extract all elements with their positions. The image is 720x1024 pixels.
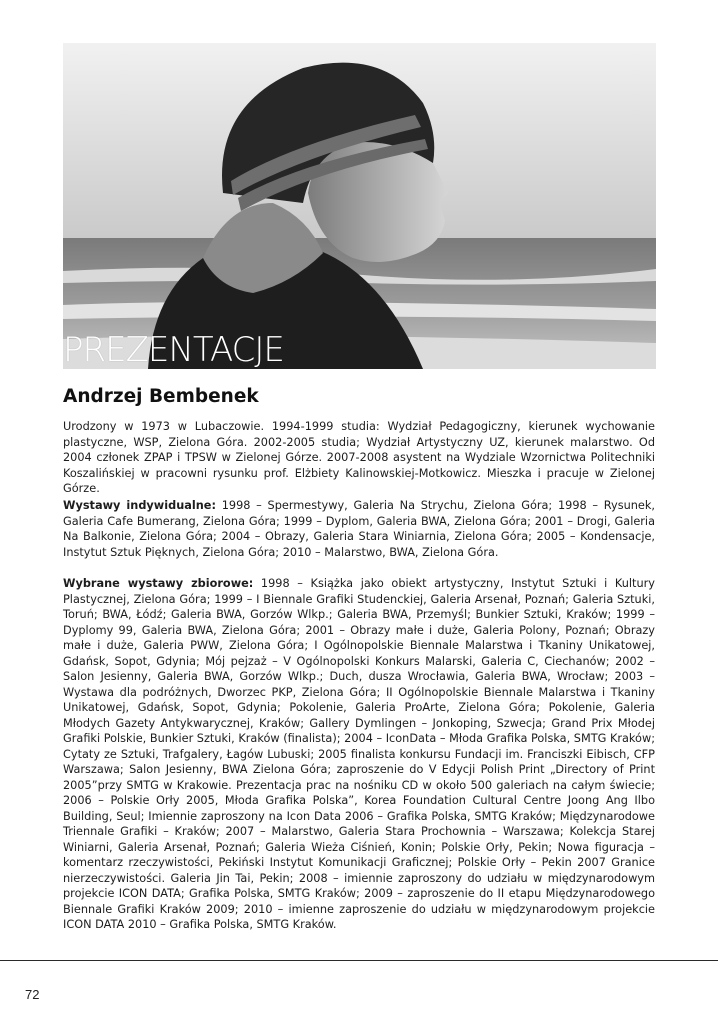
artist-portrait-photo [63, 43, 656, 369]
solo-exhibitions-paragraph [63, 498, 655, 560]
biography-paragraph: Urodzony w 1973 w Lubaczowie. 1994-1999 studia: Wydział Pedagogiczny, kierunek wychowanie plastyczne, WSP, Zielona Góra. 2002-2005 studia; Wydział Artystyczny UZ, kierunek malarstwo. Od 2004 członek ZPAP i TPSW w Zielonej Górze. 2007-2008 asystent na Wydziale Wzornictwa Politechniki Koszalińskiej w pracowni rysunku prof. Elżbiety Kalinowskiej-Motkowicz. Mieszka i pracuje w Zielonej Górze. [63, 420, 655, 495]
page-number: 72 [25, 987, 40, 1002]
solo-exhibitions-text: 1998 – Spermestywy, Galeria Na Strychu, Zielona Góra; 1998 – Rysunek, Galeria Cafe Bumerang, Zielona Góra; 1999 – Dyplom, Galeria BWA, Zielona Góra; 2001 – Drogi, Galeria Na Balkonie, Zielona Góra; 2004 – Obrazy, Galeria Stara Winiarnia, Zielona Góra; 2005 – Kondensacje, Instytut Sztuk Pięknych, Zielona Góra; 2010 – Malarstwo, BWA, Zielona Góra. [63, 499, 656, 559]
solo-exhibitions-label: Wystawy indywidualne: [63, 499, 216, 512]
artist-name: Andrzej Bembenek [63, 386, 259, 407]
footer-divider [0, 960, 718, 961]
section-title: PREZENTACJE [63, 330, 284, 370]
group-exhibitions-text: 1998 – Książka jako obiekt artystyczny, Instytut Sztuki i Kultury Plastycznej, Zielona Góra; 1999 – I Biennale Grafiki Studenckiej, Galeria Arsenał, Poznań; Galeria Sztuki, Toruń; BWA, Łódź; Galeria BWA, Gorzów Wlkp.; Galeria BWA, Przemyśl; Bunkier Sztuki, Kraków; 1999 – Dyplomy 99, Galeria BWA, Zielona Góra; 2001 – Obrazy małe i duże, Galeria Polony, Poznań; Obrazy małe i duże, Galeria PWW, Zielona Góra; I Ogólnopolskie Biennale Malarstwa i Tkaniny Unikatowej, Gdańsk, Sopot, Gdynia; Mój pejzaż – V Ogólnopolski Konkurs Malarski, Galeria C, Ciechanów; 2002 – Salon Jesienny, Galeria BWA, Gorzów Wlkp.; Duch, dusza Wrocławia, Galeria BWA, Wrocław; 2003 – Wystawa dla podróżnych, Dworzec PKP, Zielona Góra; II Ogólnopolskie Biennale Malarstwa i Tkaniny Unikatowej, Gdańsk, Sopot, Gdynia; Pokolenie, Galeria ProArte, Zielona Góra; Pokolenie, Galeria Młodych Gazety Antykwarycznej, Kraków; Gallery Dymlingen – Jonkoping, Szwecja; Grand Prix Młodej Grafiki Polskie, Bunkier Sztuki, Kraków (finalista); 2004 – IconData – Młoda Grafika Polska, SMTG Kraków; Cytaty ze Sztuki, Trafgalery, Łagów Lubuski; 2005 finalista konkursu Fundacji im. Franciszki Eibisch, CFP Warszawa; Salon Jesienny, BWA Zielona Góra; zaproszenie do V Edycji Polish Print „Directory of Print 2005”przy SMTG w Krakowie. Prezentacja prac na nośniku CD w około 500 galeriach na całym świecie; 2006 – Polskie Orły 2005, Młoda Grafika Polska”, Korea Foundation Cultural Centre Joong Ang Ilbo Building, Seul; Imiennie zaproszony na Icon Data 2006 – Grafika Polska, SMTG Kraków; Międzynarodowe Triennale Grafiki – Kraków; 2007 – Malarstwo, Galeria Stara Prochownia – Warszawa; Kolekcja Starej Winiarni, Galeria Arsenał, Poznań; Galeria Wieża Ciśnień, Konin; Polskie Orły, Pekin; Nowa figuracja – komentarz rzeczywistości, Pekiński Instytut Komunikacji Graficznej; Polskie Orły – Pekin 2007 Granice nierzeczywistości. Galeria Jin Tai, Pekin; 2008 – imiennie zaproszony do udziału w międzynarodowym projekcie ICON DATA; Grafika Polska, SMTG Kraków; 2009 – zaproszenie do II etapu Międzynarodowego Biennale Grafiki Kraków 2009; 2010 – imienne zaproszenie do udziału w międzynarodowym projekcie ICON DATA 2010 – Grafika Polska, SMTG Kraków. [63, 577, 656, 931]
group-exhibitions-label: Wybrane wystawy zbiorowe: [63, 577, 254, 590]
group-exhibitions-paragraph [63, 576, 655, 933]
